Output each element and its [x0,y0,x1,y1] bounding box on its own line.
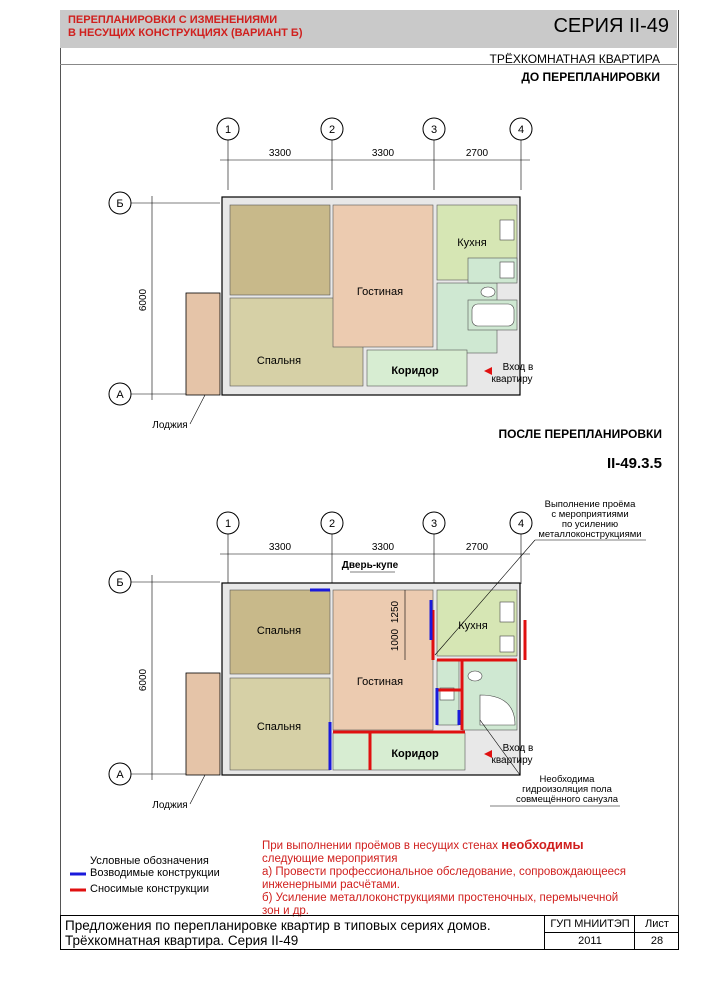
fixture-toilet [468,671,482,681]
legend-new-label: Возводимые конструкции [90,867,220,879]
title-block-org: ГУП МНИИТЭП [544,916,635,933]
plan-after [109,499,646,811]
notes-line-1b: необходимы [501,837,584,852]
label-door-coupe: Дверь-купе [341,560,399,571]
callout-bottom-1: Необходима [539,774,595,785]
dim-1250: 1250 [390,600,401,624]
label-bedroom-1: Спальня [256,625,302,637]
dim-vertical: 6000 [138,668,149,692]
callout-top-4: металлоконструкциями [538,529,642,540]
label-kitchen: Кухня [458,620,488,632]
dim-vertical: 6000 [138,288,149,312]
axis-label-2: 2 [328,124,336,136]
label-bedroom-2: Спальня [256,721,302,733]
after-title: ПОСЛЕ ПЕРЕПЛАНИРОВКИ [498,427,662,441]
dim-2: 3300 [371,148,395,159]
room-living [333,205,433,347]
callout-bottom-3: совмещённого санузла [515,794,619,805]
loggia [186,673,220,775]
apartment-type: ТРЁХКОМНАТНАЯ КВАРТИРА [489,52,660,66]
fixture-toilet [481,287,495,297]
label-living: Гостиная [356,676,404,688]
notes-line-5: б) Усиление металлоконструкциями простеночных, перемычечной [262,892,619,904]
fixture-bath [472,304,514,326]
axis-label-4: 4 [517,518,525,530]
axis-label-3: 3 [430,124,438,136]
fixture-sink [500,262,514,278]
label-entrance-2: квартиру [491,755,533,766]
dim-1: 3300 [268,148,292,159]
title-block-year: 2011 [544,933,635,949]
callout-bottom-2: гидроизоляция пола [522,784,612,795]
fixture-stove [500,220,514,240]
notes-line-2: следующие мероприятия [262,853,398,865]
notes-block [262,838,672,918]
title-block-line-2: Трёхкомнатная квартира. Серия II-49 [65,933,299,948]
plan-before [109,118,533,431]
axis-label-a: А [116,389,124,401]
title-block-line-1: Предложения по перепланировке квартир в типовых сериях домов. [65,918,491,933]
dim-1000: 1000 [390,628,401,652]
axis-label-a: А [116,769,124,781]
axis-label-1: 1 [224,518,232,530]
label-living: Гостиная [356,286,404,298]
label-loggia: Лоджия [152,420,188,431]
fixture-sink [500,636,514,652]
dim-1: 3300 [268,542,292,553]
axis-label-b: Б [116,577,124,589]
axis-label-4: 4 [517,124,525,136]
label-corridor: Коридор [391,365,439,377]
callout-top-3: по усилению [561,519,619,530]
axis-label-2: 2 [328,518,336,530]
series-title: СЕРИЯ II-49 [553,15,669,37]
notes-line-1a: При выполнении проёмов в несущих стенах [262,840,502,852]
before-title: ДО ПЕРЕПЛАНИРОВКИ [521,70,660,84]
fixture-stove [500,602,514,622]
notes-line-4: инженерными расчётами. [262,879,401,891]
header-variant-line-2: В НЕСУЩИХ КОНСТРУКЦИЯХ (ВАРИАНТ Б) [68,27,303,39]
label-corridor: Коридор [391,748,439,760]
legend-removed-label: Сносимые конструкции [90,883,209,895]
notes-line-3: а) Провести профессиональное обследование, сопровождающееся [262,866,627,878]
callout-top-2: с мероприятиями [551,509,629,520]
title-block-sheet-label: Лист [634,916,679,933]
title-block-sheet-number: 28 [634,933,679,949]
dim-3: 2700 [465,542,489,553]
room-living [333,590,433,730]
notes-line-6: зон и др. [262,905,310,917]
axis-label-3: 3 [430,518,438,530]
label-loggia: Лоджия [152,800,188,811]
dim-3: 2700 [465,148,489,159]
label-bedroom: Спальня [256,355,302,367]
room-bedroom-north [230,205,330,295]
loggia [186,293,220,395]
axis-label-b: Б [116,198,124,210]
title-block [60,915,679,950]
title-block-text [65,918,491,948]
legend-title: Условные обозначения [90,855,209,867]
callout-top-1: Выполнение проёма [544,499,636,510]
label-entrance-1: Вход в [502,743,534,754]
dim-2: 3300 [371,542,395,553]
label-kitchen: Кухня [457,237,487,249]
axis-label-1: 1 [224,124,232,136]
plan-code: II-49.3.5 [606,455,662,472]
header-variant-line-1: ПЕРЕПЛАНИРОВКИ С ИЗМЕНЕНИЯМИ [68,14,278,26]
label-entrance-2: квартиру [491,374,533,385]
label-entrance-1: Вход в [502,362,534,373]
